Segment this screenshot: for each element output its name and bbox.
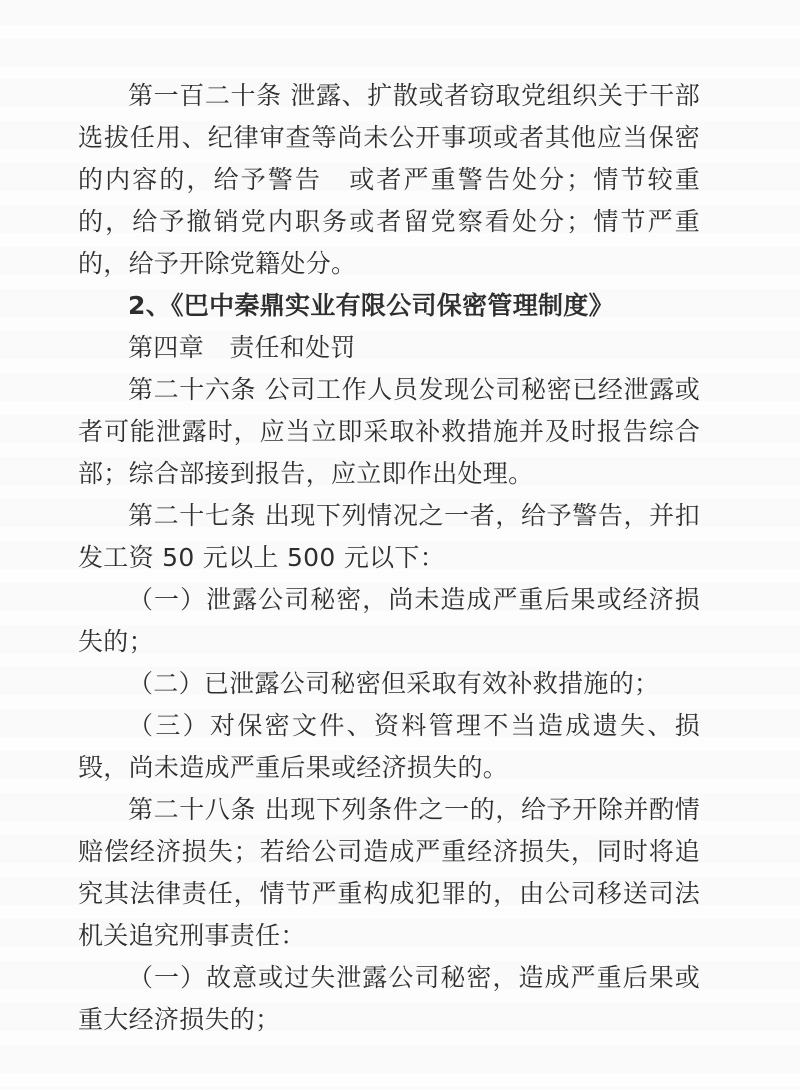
paragraph-article-28: 第二十八条 出现下列条件之一的，给予开除并酌情赔偿经济损失；若给公司造成严重经济损失，同时将追究其法律责任，情节严重构成犯罪的，由公司移送司法机关追究刑事责任：: [78, 795, 700, 950]
paragraph-article-28-item-1: （一）故意或过失泄露公司秘密，造成严重后果或重大经济损失的；: [78, 963, 700, 1034]
chapter-heading: 第四章 责任和处罚: [128, 333, 356, 362]
regulation-title-heading: 2、《巴中秦鼎实业有限公司保密管理制度》: [128, 291, 614, 320]
paragraph-article-27-item-1: （一）泄露公司秘密，尚未造成严重后果或经济损失的；: [78, 585, 700, 656]
paragraph-article-27: 第二十七条 出现下列情况之一者，给予警告，并扣发工资 50 元以上 500 元以下：: [78, 501, 700, 572]
paragraph-article-27-item-3: （三）对保密文件、资料管理不当造成遗失、损毁，尚未造成严重后果或经济损失的。: [78, 711, 700, 782]
document-body: [78, 75, 700, 1041]
paragraph-article-120: 第一百二十条 泄露、扩散或者窃取党组织关于干部选拔任用、纪律审查等尚未公开事项或者其他应当保密的内容的，给予警告 或者严重警告处分；情节较重的，给予撤销党内职务或者留党察看处分；情节严重的，给予开除党籍处分。: [78, 81, 700, 278]
paragraph-article-26: 第二十六条 公司工作人员发现公司秘密已经泄露或者可能泄露时，应当立即采取补救措施并及时报告综合部；综合部接到报告，应立即作出处理。: [78, 375, 700, 488]
paragraph-article-27-item-2: （二）已泄露公司秘密但采取有效补救措施的；: [128, 669, 660, 698]
